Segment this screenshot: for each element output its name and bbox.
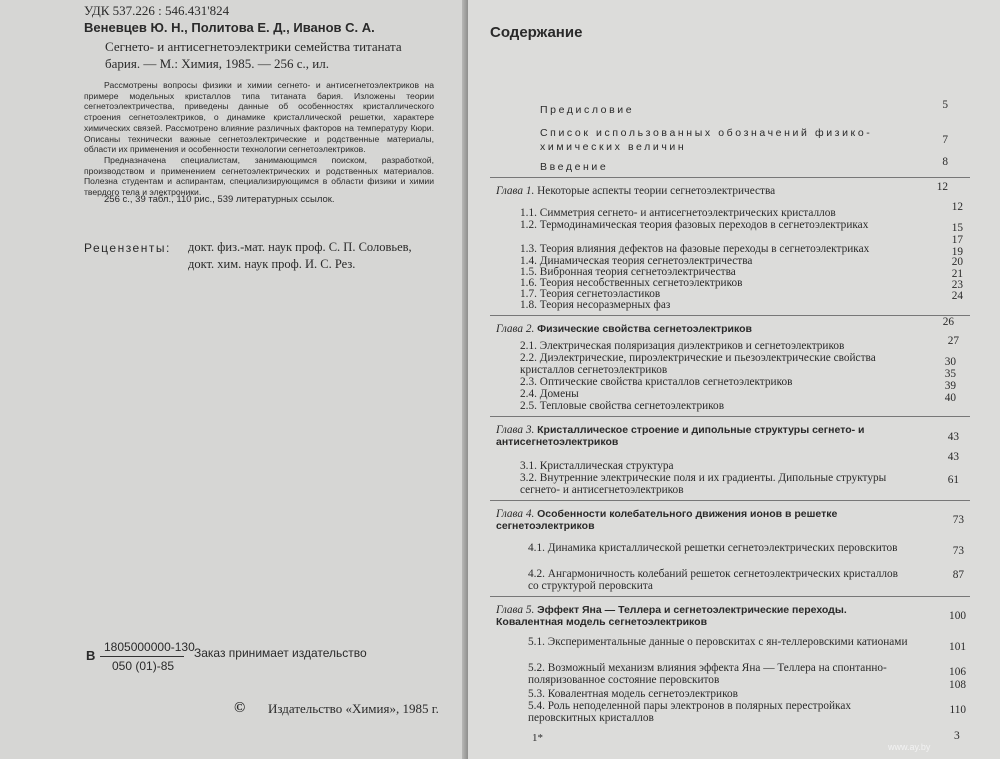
watermark: www.ay.by bbox=[888, 742, 931, 752]
section-page: 12 bbox=[951, 201, 963, 213]
section-number: 2.4. bbox=[520, 388, 537, 400]
section-page: 43 bbox=[947, 451, 959, 463]
chapter-label: Глава 3. bbox=[496, 424, 535, 436]
book-title: Сегнето- и антисегнетоэлектрики семейства титаната бария. — М.: Химия, 1985. — 256 с., ил. bbox=[105, 39, 402, 71]
section-page: 101 bbox=[949, 641, 966, 653]
section-title: Электрическая поляризация диэлектриков и сегнетоэлектриков bbox=[539, 340, 845, 352]
chapter-title: Эффект Яна — Теллера и сегнетоэлектрические переходы. Ковалентная модель сегнетоэлектриков bbox=[496, 604, 847, 628]
chapter-label: Глава 4. bbox=[496, 508, 535, 520]
section-page: 27 bbox=[947, 335, 959, 347]
section-page: 17 bbox=[951, 234, 963, 246]
section-number: 1.7. bbox=[520, 288, 537, 300]
section-title: Внутренние электрические поля и их градиенты. Дипольные структуры сегнето- и антисегнетоэлектриков bbox=[520, 472, 887, 496]
toc-section bbox=[520, 243, 869, 255]
section-title: Теория несобственных сегнетоэлектриков bbox=[539, 277, 743, 289]
toc-section bbox=[520, 352, 900, 376]
toc-section bbox=[520, 219, 900, 231]
section-page: 15 bbox=[951, 222, 963, 234]
toc-section bbox=[528, 700, 908, 724]
section-title: Динамика кристаллической решетки сегнетоэлектрических перовскитов bbox=[547, 542, 898, 554]
toc-section bbox=[520, 460, 674, 472]
section-number: 4.2. bbox=[528, 568, 545, 580]
chapter-title: Кристаллическое строение и дипольные структуры сегнето- и антисегнетоэлектриков bbox=[496, 424, 865, 448]
left-page bbox=[0, 0, 470, 759]
toc-section bbox=[520, 376, 792, 388]
section-number: 1.1. bbox=[520, 207, 537, 219]
toc-section bbox=[520, 340, 844, 352]
section-title: Ковалентная модель сегнетоэлектриков bbox=[547, 688, 738, 700]
copyright-icon: © bbox=[234, 700, 246, 716]
section-title: Ангармоничность колебаний решеток сегнетоэлектрических кристаллов со структурой перовскита bbox=[528, 568, 898, 592]
section-divider bbox=[490, 416, 970, 417]
section-page: 106 bbox=[949, 666, 966, 678]
section-title: Кристаллическая структура bbox=[539, 460, 674, 472]
section-title: Тепловые свойства сегнетоэлектриков bbox=[539, 400, 725, 412]
toc-section bbox=[520, 388, 579, 400]
toc-heading: Содержание bbox=[490, 24, 583, 41]
section-page: 40 bbox=[944, 392, 956, 404]
chapter-2-heading bbox=[496, 323, 752, 335]
section-page: 110 bbox=[949, 704, 966, 716]
section-page: 87 bbox=[952, 569, 964, 581]
chapter-label: Глава 5. bbox=[496, 604, 535, 616]
page-number: 3 bbox=[954, 730, 960, 742]
section-divider bbox=[490, 500, 970, 501]
catalog-code-letter: В bbox=[86, 648, 96, 663]
chapter-page: 100 bbox=[949, 610, 966, 622]
section-divider bbox=[490, 596, 970, 597]
toc-section bbox=[528, 662, 908, 686]
chapter-title: Физические свойства сегнетоэлектриков bbox=[537, 323, 752, 335]
section-number: 1.3. bbox=[520, 243, 537, 255]
chapter-page: 73 bbox=[952, 514, 964, 526]
section-number: 5.1. bbox=[528, 636, 545, 648]
section-page: 30 bbox=[944, 356, 956, 368]
section-number: 1.4. bbox=[520, 255, 537, 267]
toc-section bbox=[528, 636, 908, 648]
section-title: Теория влияния дефектов на фазовые переходы в сегнетоэлектриках bbox=[539, 243, 870, 255]
section-number: 4.1. bbox=[528, 542, 545, 554]
section-title: Диэлектрические, пироэлектрические и пьезоэлектрические свойства кристаллов сегнетоэлектриков bbox=[520, 352, 876, 376]
section-title: Теория сегнетоэластиков bbox=[539, 288, 661, 300]
chapter-4-heading bbox=[496, 508, 916, 532]
section-page: 73 bbox=[952, 545, 964, 557]
toc-entry-page: 5 bbox=[942, 99, 948, 111]
sheet-marker: 1* bbox=[532, 732, 543, 744]
toc-entry-page: 7 bbox=[942, 134, 948, 146]
toc-section bbox=[520, 207, 836, 219]
section-page: 23 bbox=[951, 279, 963, 291]
reviewers-label: Рецензенты: bbox=[84, 241, 171, 255]
toc-section bbox=[520, 472, 900, 496]
reviewer-2: докт. хим. наук проф. И. С. Рез. bbox=[188, 257, 356, 271]
section-title: Домены bbox=[539, 388, 579, 400]
section-number: 1.6. bbox=[520, 277, 537, 289]
section-page: 19 bbox=[951, 246, 963, 258]
section-number: 2.5. bbox=[520, 400, 537, 412]
section-number: 5.3. bbox=[528, 688, 545, 700]
chapter-title: Особенности колебательного движения ионов в решетке сегнетоэлектриков bbox=[496, 508, 838, 532]
section-number: 2.2. bbox=[520, 352, 537, 364]
section-page: 61 bbox=[947, 474, 959, 486]
chapter-page: 43 bbox=[947, 431, 959, 443]
authors: Веневцев Ю. Н., Политова Е. Д., Иванов С. А. bbox=[84, 20, 375, 35]
toc-entry-title: Предисловие bbox=[540, 104, 635, 116]
section-page: 108 bbox=[949, 679, 966, 691]
section-page: 35 bbox=[944, 368, 956, 380]
abstract bbox=[84, 80, 434, 198]
toc-entry-page: 8 bbox=[942, 156, 948, 168]
section-title: Роль неподеленной пары электронов в полярных перестройках перовскитных кристаллов bbox=[528, 700, 852, 724]
toc-section bbox=[528, 688, 738, 700]
catalog-code-numerator: 1805000000-130 bbox=[104, 640, 195, 654]
section-number: 2.1. bbox=[520, 340, 537, 352]
section-page: 20 bbox=[951, 256, 963, 268]
section-title: Теория несоразмерных фаз bbox=[539, 299, 671, 311]
chapter-title: Некоторые аспекты теории сегнетоэлектричества bbox=[537, 185, 776, 197]
toc-section bbox=[528, 568, 908, 592]
catalog-code-divider bbox=[100, 656, 184, 657]
section-title: Экспериментальные данные о перовскитах с ян-теллеровскими катионами bbox=[547, 636, 908, 648]
toc-section bbox=[520, 400, 724, 412]
section-divider bbox=[490, 177, 970, 178]
book-stats: 256 с., 39 табл., 110 рис., 539 литературных ссылок. bbox=[104, 194, 335, 205]
chapter-1-heading bbox=[496, 185, 775, 197]
chapter-label: Глава 2. bbox=[496, 323, 535, 335]
section-page: 39 bbox=[944, 380, 956, 392]
abstract-paragraph-2: Предназначена специалистам, занимающимся поиском, разработкой, производством и применением сегнетоэлектрических и родственных материалов. Полезна студентам и аспирантам, специализирующимся в области физики и химии твердого тела и электроники. bbox=[84, 154, 434, 198]
section-number: 3.1. bbox=[520, 460, 537, 472]
section-title: Термодинамическая теория фазовых переходов в сегнетоэлектриках bbox=[539, 219, 869, 231]
section-number: 3.2. bbox=[520, 472, 537, 484]
section-title: Симметрия сегнето- и антисегнетоэлектрических кристаллов bbox=[539, 207, 836, 219]
catalog-code-denominator: 050 (01)-85 bbox=[112, 659, 175, 673]
toc-section bbox=[528, 542, 908, 554]
section-number: 5.4. bbox=[528, 700, 545, 712]
section-title: Оптические свойства кристаллов сегнетоэлектриков bbox=[539, 376, 793, 388]
section-divider bbox=[490, 315, 970, 316]
chapter-page: 12 bbox=[936, 181, 948, 193]
section-title: Возможный механизм влияния эффекта Яна — Теллера на спонтанно-поляризованное состояние перовскитов bbox=[528, 662, 887, 686]
chapter-5-heading bbox=[496, 604, 916, 628]
right-page bbox=[468, 0, 1000, 759]
section-number: 1.8. bbox=[520, 299, 537, 311]
section-number: 2.3. bbox=[520, 376, 537, 388]
order-text: Заказ принимает издательство bbox=[194, 646, 367, 660]
section-number: 1.5. bbox=[520, 266, 537, 278]
toc-section bbox=[520, 299, 670, 311]
section-page: 24 bbox=[951, 290, 963, 302]
abstract-paragraph-1: Рассмотрены вопросы физики и химии сегнето- и антисегнетоэлектриков на примере модельных кристаллов типа титаната бария. Изложены теории сегнетоэлектричества, приведены данные об особенностях кристаллического строения сегнетоэлектриков, о динамике кристаллической решетки, характере химических связей. Рассмотрено влияние различных факторов на температуру Кюри. Описаны технически важные сегнетоэлектрические и родственные материалы, области их применения и особенности технологии сегнетоэлектриков. bbox=[84, 80, 434, 155]
chapter-3-heading bbox=[496, 424, 916, 448]
section-number: 1.2. bbox=[520, 219, 537, 231]
chapter-page: 26 bbox=[942, 316, 954, 328]
reviewer-1: докт. физ.-мат. наук проф. С. П. Соловьев, bbox=[188, 240, 412, 254]
section-page: 21 bbox=[951, 268, 963, 280]
publisher-line: Издательство «Химия», 1985 г. bbox=[268, 701, 439, 716]
udk-code: УДК 537.226 : 546.431'824 bbox=[84, 3, 230, 18]
chapter-label: Глава 1. bbox=[496, 185, 535, 197]
toc-entry-title: Список использованных обозначений физико-химических величин bbox=[540, 127, 873, 153]
toc-entry-title: Введение bbox=[540, 161, 609, 173]
section-title: Динамическая теория сегнетоэлектричества bbox=[539, 255, 753, 267]
section-title: Вибронная теория сегнетоэлектричества bbox=[539, 266, 736, 278]
section-number: 5.2. bbox=[528, 662, 545, 674]
